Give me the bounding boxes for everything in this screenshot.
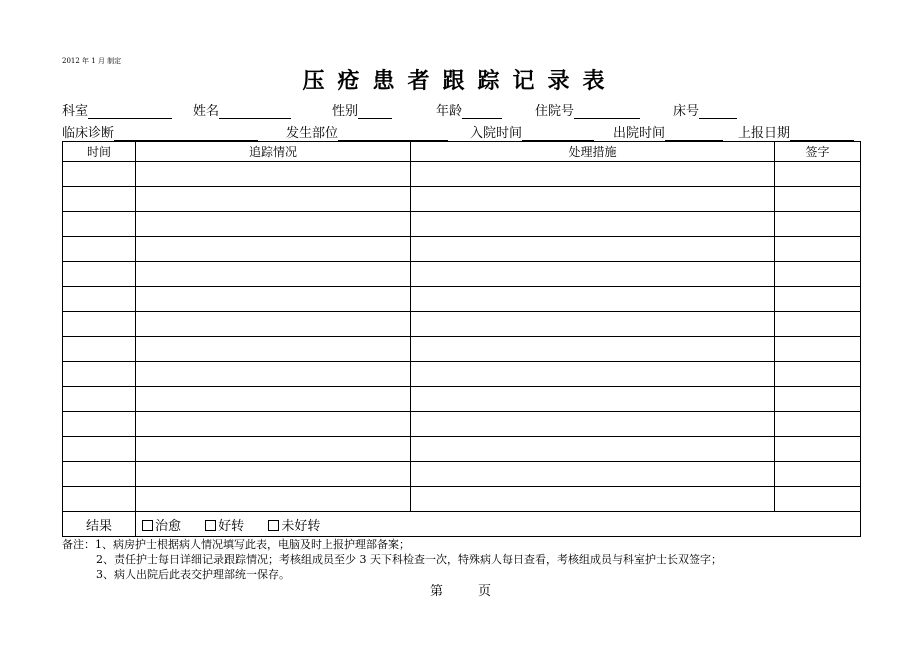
occurrence-site-field[interactable] <box>286 122 448 141</box>
table-row <box>63 212 861 237</box>
admission-number-blank[interactable] <box>574 104 640 119</box>
result-option-label: 未好转 <box>281 518 321 534</box>
name-blank[interactable] <box>219 104 291 119</box>
treatment-measures-cell[interactable] <box>411 287 775 312</box>
treatment-measures-column-header: 处理措施 <box>411 142 775 162</box>
time-cell[interactable] <box>63 262 136 287</box>
gender-blank[interactable] <box>358 104 392 119</box>
signature-cell[interactable] <box>775 312 861 337</box>
result-option-label: 好转 <box>218 518 245 534</box>
treatment-measures-cell[interactable] <box>411 462 775 487</box>
result-row <box>63 512 861 537</box>
table-row <box>63 237 861 262</box>
table-row <box>63 287 861 312</box>
time-cell[interactable] <box>63 462 136 487</box>
time-cell[interactable] <box>63 237 136 262</box>
discharge-time-label: 出院时间 <box>613 126 666 141</box>
tracking-status-cell[interactable] <box>136 237 411 262</box>
table-row <box>63 462 861 487</box>
page-number-prefix: 第 <box>430 584 444 599</box>
table-body <box>63 162 861 537</box>
discharge-time-field[interactable] <box>613 122 723 141</box>
checkbox-icon[interactable] <box>142 520 153 531</box>
age-field[interactable] <box>436 100 502 119</box>
table-row <box>63 487 861 512</box>
occurrence-site-label: 发生部位 <box>286 126 339 141</box>
result-option-not-improved[interactable] <box>268 515 320 534</box>
treatment-measures-cell[interactable] <box>411 212 775 237</box>
table-row <box>63 312 861 337</box>
tracking-status-cell[interactable] <box>136 412 411 437</box>
creation-date-note: 2012 年 1 月 制定 <box>62 57 122 65</box>
time-cell[interactable] <box>63 187 136 212</box>
signature-cell[interactable] <box>775 462 861 487</box>
signature-cell[interactable] <box>775 487 861 512</box>
gender-label: 性别 <box>332 104 359 119</box>
tracking-status-cell[interactable] <box>136 487 411 512</box>
table-row <box>63 187 861 212</box>
time-cell[interactable] <box>63 387 136 412</box>
remark-line-3 <box>62 567 722 582</box>
time-cell[interactable] <box>63 212 136 237</box>
department-field[interactable] <box>62 100 172 119</box>
gender-field[interactable] <box>332 100 392 119</box>
tracking-status-cell[interactable] <box>136 162 411 187</box>
result-options <box>136 512 861 537</box>
name-label: 姓名 <box>193 104 220 119</box>
treatment-measures-cell[interactable] <box>411 337 775 362</box>
signature-cell[interactable] <box>775 262 861 287</box>
report-date-blank[interactable] <box>790 126 854 141</box>
table-row <box>63 162 861 187</box>
result-option-improved[interactable] <box>205 515 244 534</box>
clinical-diagnosis-label: 临床诊断 <box>62 126 115 141</box>
department-blank[interactable] <box>88 104 172 119</box>
checkbox-icon[interactable] <box>205 520 216 531</box>
report-date-field[interactable] <box>738 122 854 141</box>
time-cell[interactable] <box>63 162 136 187</box>
department-label: 科室 <box>62 104 89 119</box>
page-title: 压疮患者跟踪记录表 <box>302 68 618 94</box>
signature-cell[interactable] <box>775 187 861 212</box>
bed-number-label: 床号 <box>673 104 700 119</box>
treatment-measures-cell[interactable] <box>411 412 775 437</box>
treatment-measures-cell[interactable] <box>411 487 775 512</box>
remarks <box>62 537 722 582</box>
name-field[interactable] <box>193 100 291 119</box>
signature-cell[interactable] <box>775 287 861 312</box>
treatment-measures-cell[interactable] <box>411 162 775 187</box>
treatment-measures-cell[interactable] <box>411 187 775 212</box>
tracking-status-cell[interactable] <box>136 462 411 487</box>
tracking-status-column-header: 追踪情况 <box>136 142 411 162</box>
table-row <box>63 437 861 462</box>
remark-line-1 <box>62 537 722 552</box>
time-cell[interactable] <box>63 312 136 337</box>
treatment-measures-cell[interactable] <box>411 262 775 287</box>
signature-cell[interactable] <box>775 337 861 362</box>
signature-cell[interactable] <box>775 437 861 462</box>
time-column-header: 时间 <box>63 142 136 162</box>
signature-column-header: 签字 <box>775 142 861 162</box>
remark-item: 2、责任护士每日详细记录跟踪情况；考核组成员至少 3 天下科检查一次，特殊病人每日查看，考核组成员与科室护士长双签字； <box>96 553 722 566</box>
time-cell[interactable] <box>63 287 136 312</box>
signature-cell[interactable] <box>775 162 861 187</box>
admission-time-blank[interactable] <box>522 126 594 141</box>
report-date-label: 上报日期 <box>738 126 791 141</box>
remark-item: 3、病人出院后此表交护理部统一保存。 <box>96 568 290 581</box>
treatment-measures-cell[interactable] <box>411 437 775 462</box>
treatment-measures-cell[interactable] <box>411 362 775 387</box>
signature-cell[interactable] <box>775 212 861 237</box>
tracking-status-cell[interactable] <box>136 337 411 362</box>
time-cell[interactable] <box>63 362 136 387</box>
tracking-status-cell[interactable] <box>136 287 411 312</box>
clinical-diagnosis-field[interactable] <box>62 122 258 141</box>
table-row <box>63 387 861 412</box>
bed-number-field[interactable] <box>673 100 737 119</box>
age-label: 年龄 <box>436 104 463 119</box>
table-header-row <box>63 142 861 162</box>
tracking-status-cell[interactable] <box>136 212 411 237</box>
admission-number-field[interactable] <box>535 100 640 119</box>
time-cell[interactable] <box>63 437 136 462</box>
tracking-status-cell[interactable] <box>136 362 411 387</box>
bed-number-blank[interactable] <box>699 104 737 119</box>
treatment-measures-cell[interactable] <box>411 387 775 412</box>
table-row <box>63 412 861 437</box>
table-row <box>63 262 861 287</box>
result-option-cured[interactable] <box>142 515 181 534</box>
clinical-diagnosis-blank[interactable] <box>114 126 258 141</box>
remark-line-2 <box>62 552 722 567</box>
admission-number-label: 住院号 <box>535 104 575 119</box>
occurrence-site-blank[interactable] <box>338 126 448 141</box>
treatment-measures-cell[interactable] <box>411 237 775 262</box>
result-option-label: 治愈 <box>155 518 182 534</box>
treatment-measures-cell[interactable] <box>411 312 775 337</box>
signature-cell[interactable] <box>775 387 861 412</box>
tracking-record-table <box>62 141 861 537</box>
page-number-suffix: 页 <box>478 584 492 599</box>
admission-time-label: 入院时间 <box>470 126 523 141</box>
time-cell[interactable] <box>63 412 136 437</box>
signature-cell[interactable] <box>775 362 861 387</box>
table-row <box>63 362 861 387</box>
tracking-status-cell[interactable] <box>136 187 411 212</box>
table-row <box>63 337 861 362</box>
time-cell[interactable] <box>63 337 136 362</box>
tracking-status-cell[interactable] <box>136 312 411 337</box>
tracking-status-cell[interactable] <box>136 437 411 462</box>
remarks-prefix: 备注： <box>62 538 95 551</box>
tracking-status-cell[interactable] <box>136 387 411 412</box>
checkbox-icon[interactable] <box>268 520 279 531</box>
admission-time-field[interactable] <box>470 122 594 141</box>
signature-cell[interactable] <box>775 237 861 262</box>
result-label: 结果 <box>63 512 136 537</box>
time-cell[interactable] <box>63 487 136 512</box>
age-blank[interactable] <box>462 104 502 119</box>
discharge-time-blank[interactable] <box>665 126 723 141</box>
signature-cell[interactable] <box>775 412 861 437</box>
tracking-status-cell[interactable] <box>136 262 411 287</box>
remark-item: 1、病房护士根据病人情况填写此表，电脑及时上报护理部备案； <box>95 538 410 551</box>
